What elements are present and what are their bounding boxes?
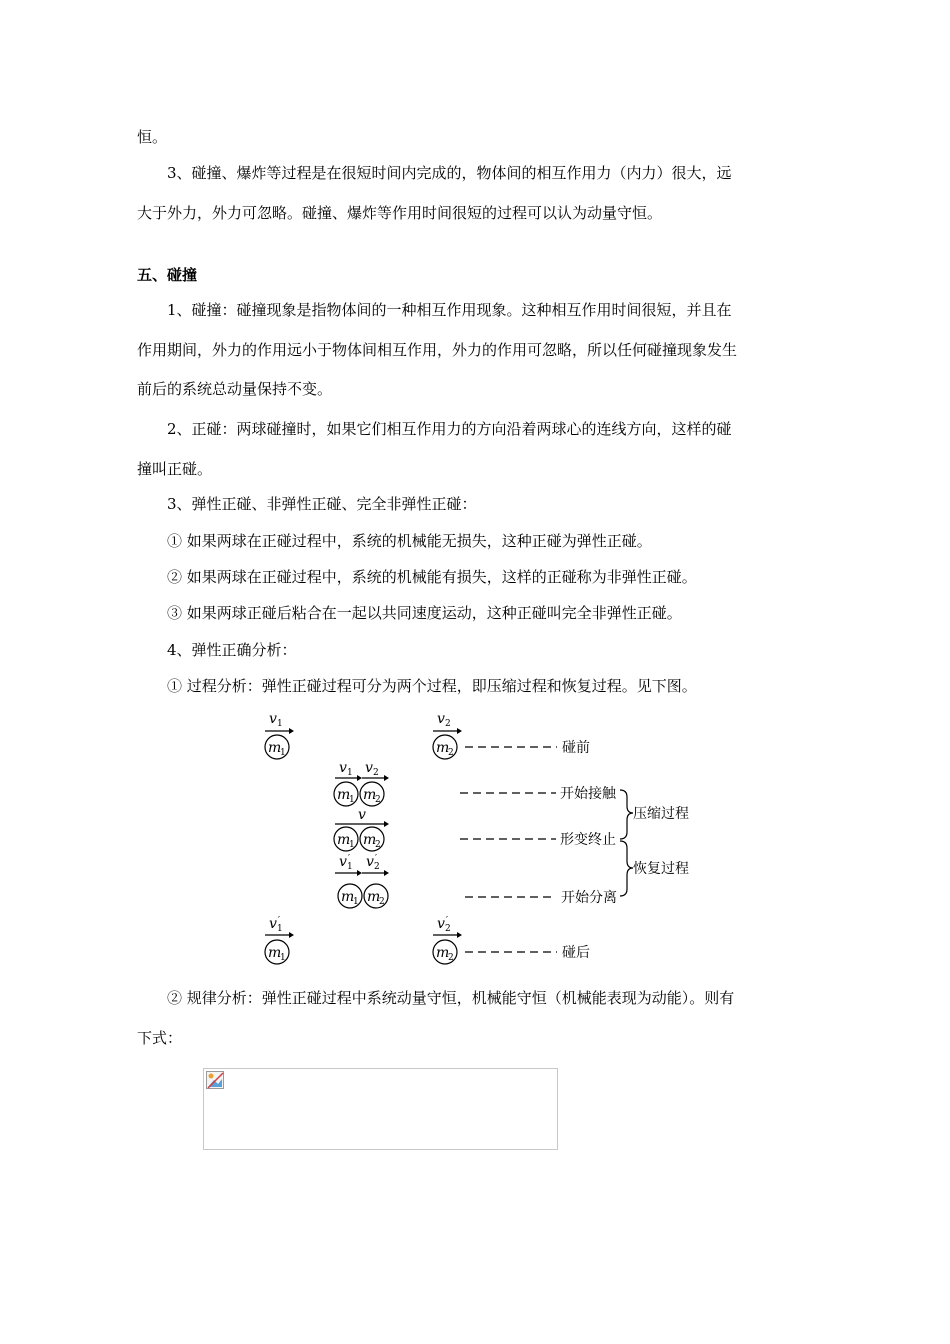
svg-text:v: v	[365, 760, 373, 776]
svg-text:1: 1	[277, 924, 283, 934]
svg-text:1: 1	[353, 897, 359, 907]
text-line: 大于外力，外力可忽略。碰撞、爆炸等作用时间很短的过程可以认为动量守恒。	[137, 204, 663, 222]
text-line: 下式：	[137, 1029, 183, 1047]
text-line: 撞叫正碰。	[137, 460, 213, 478]
mass-label: m	[268, 740, 282, 756]
velocity-subscript: 2	[445, 719, 451, 729]
stage-label-max-deform: 形变终止	[560, 832, 616, 848]
balls-separate	[335, 854, 389, 908]
svg-text:1: 1	[347, 768, 353, 778]
text-line: ② 如果两球在正碰过程中，系统的机械能有损失，这样的正碰称为非弹性正碰。	[167, 568, 697, 586]
svg-text:m: m	[367, 889, 381, 905]
text-line: 2、正碰：两球碰撞时，如果它们相互作用力的方向沿着两球心的连线方向，这样的碰	[167, 420, 732, 438]
text-line: ② 规律分析：弹性正碰过程中系统动量守恒，机械能守恒（机械能表现为动能）。则有	[167, 989, 735, 1007]
svg-text:′: ′	[348, 854, 351, 864]
svg-text:1: 1	[347, 862, 353, 872]
text-line: ① 如果两球在正碰过程中，系统的机械能无损失，这种正碰为弹性正碰。	[167, 532, 652, 550]
svg-text:2: 2	[374, 862, 380, 872]
balls-contact	[334, 760, 389, 806]
mass-subscript: 1	[280, 748, 286, 758]
svg-text:m: m	[268, 945, 282, 961]
svg-text:m: m	[337, 787, 351, 803]
text-line: ① 过程分析：弹性正碰过程可分为两个过程，即压缩过程和恢复过程。见下图。	[167, 677, 697, 695]
broken-image-icon	[206, 1071, 224, 1089]
svg-text:′: ′	[375, 854, 378, 864]
stage-label-separate: 开始分离	[561, 890, 617, 906]
svg-text:v: v	[269, 916, 277, 932]
svg-text:2: 2	[373, 768, 379, 778]
text-line: ③ 如果两球正碰后粘合在一起以共同速度运动，这种正碰叫完全非弹性正碰。	[167, 604, 682, 622]
velocity-label: v	[269, 711, 277, 727]
stage-label-contact: 开始接触	[560, 786, 616, 802]
svg-text:′: ′	[278, 916, 281, 926]
svg-text:m: m	[337, 832, 351, 848]
svg-text:v: v	[366, 854, 374, 870]
stage-label-before: 碰前	[562, 740, 590, 756]
svg-text:2: 2	[379, 897, 385, 907]
ball-m1-after	[265, 916, 294, 964]
mass-label: m	[436, 740, 450, 756]
text-line: 恒。	[137, 128, 168, 146]
brace-compress	[620, 790, 633, 839]
balls-max-deformation	[334, 807, 389, 851]
text-line: 前后的系统总动量保持不变。	[137, 380, 333, 398]
text-line: 作用期间，外力的作用远小于物体间相互作用，外力的作用可忽略，所以任何碰撞现象发生	[137, 341, 738, 359]
svg-text:m: m	[363, 832, 377, 848]
svg-text:m: m	[436, 945, 450, 961]
svg-text:v: v	[339, 760, 347, 776]
svg-text:v: v	[358, 807, 366, 823]
ball-m2-after	[433, 916, 462, 964]
svg-text:1: 1	[349, 840, 355, 850]
svg-text:2: 2	[375, 795, 381, 805]
svg-text:2: 2	[448, 953, 454, 963]
text-line: 1、碰撞：碰撞现象是指物体间的一种相互作用现象。这种相互作用时间很短，并且在	[167, 301, 732, 319]
text-line: 3、碰撞、爆炸等过程是在很短时间内完成的，物体间的相互作用力（内力）很大，远	[167, 164, 732, 182]
svg-text:m: m	[341, 889, 355, 905]
broken-image-placeholder	[203, 1068, 558, 1150]
svg-text:1: 1	[280, 953, 286, 963]
brace-recover	[620, 841, 633, 896]
svg-text:v: v	[339, 854, 347, 870]
section-heading: 五、碰撞	[137, 266, 198, 284]
mass-subscript: 2	[448, 748, 454, 758]
svg-text:2: 2	[375, 840, 381, 850]
svg-text:′: ′	[446, 916, 449, 926]
velocity-label: v	[437, 711, 445, 727]
phase-label-compress: 压缩过程	[633, 806, 689, 822]
velocity-subscript: 1	[277, 719, 283, 729]
svg-text:2: 2	[445, 924, 451, 934]
ball-m2-before	[433, 711, 462, 759]
svg-text:1: 1	[349, 795, 355, 805]
stage-label-after: 碰后	[562, 945, 590, 961]
text-line: 4、弹性正确分析：	[167, 641, 297, 659]
ball-m1-before	[265, 711, 294, 759]
svg-text:v: v	[437, 916, 445, 932]
svg-text:m: m	[363, 787, 377, 803]
phase-label-recover: 恢复过程	[633, 861, 689, 877]
text-line: 3、弹性正碰、非弹性正碰、完全非弹性正碰：	[167, 495, 477, 513]
